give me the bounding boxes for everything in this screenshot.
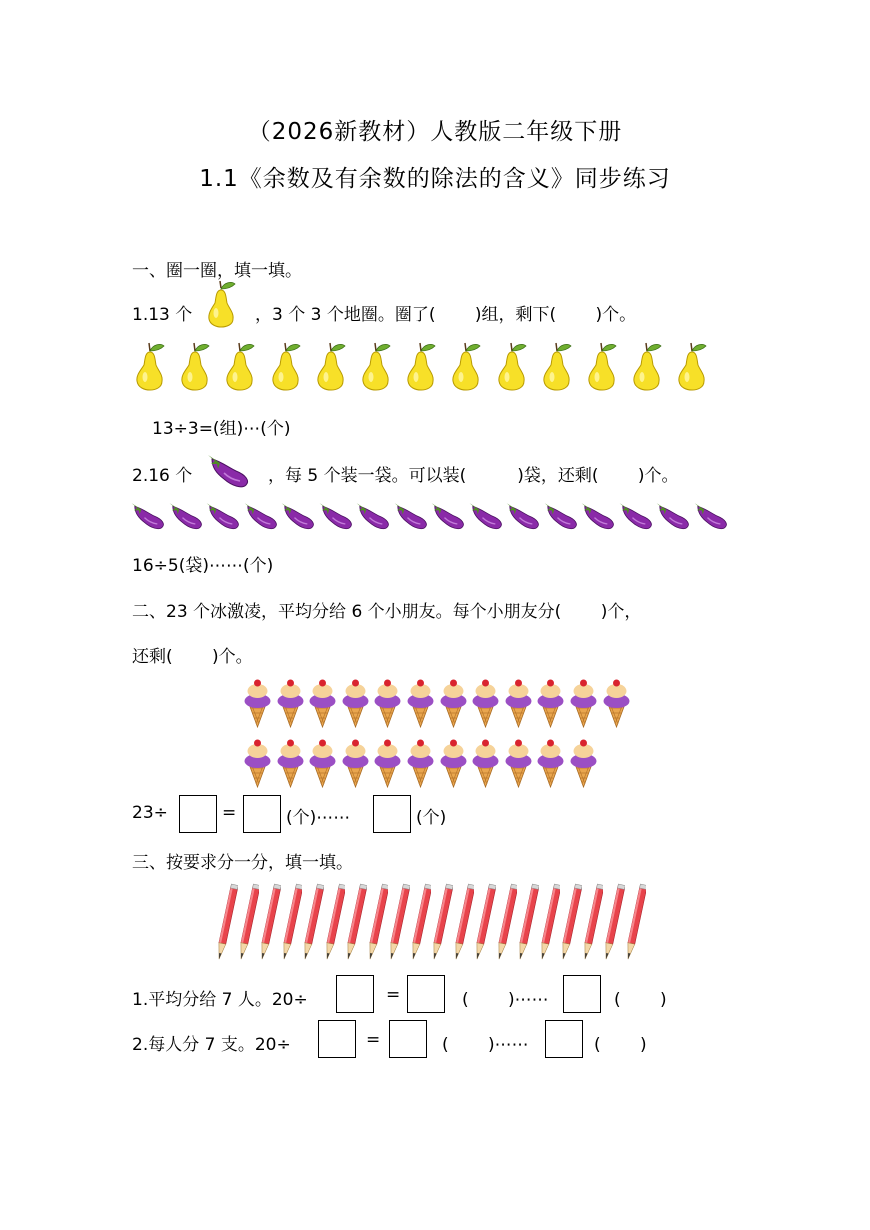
- ice-cream-icon: [536, 678, 565, 728]
- pencil-icon: [324, 882, 346, 967]
- ice-cream-icon: [373, 678, 402, 728]
- eggplant-icon: [468, 501, 505, 531]
- s3-q1-quotient-box[interactable]: [407, 975, 445, 1013]
- pear-row: [132, 341, 709, 391]
- s2-divisor-box[interactable]: [179, 795, 217, 833]
- pencil-icon: [517, 882, 539, 967]
- s3-q2-remainder-box[interactable]: [545, 1020, 583, 1058]
- pear-icon: [403, 341, 438, 391]
- s3-q1-remainder-box[interactable]: [563, 975, 601, 1013]
- pencil-icon: [560, 882, 582, 967]
- s3-q2-paren2: ( ): [594, 1035, 647, 1055]
- s3-q1-divisor-box[interactable]: [336, 975, 374, 1013]
- s3-q1-paren1: ( )⋯⋯: [462, 990, 549, 1010]
- eggplant-icon: [243, 501, 280, 531]
- s3-q2-text: 2.每人分 7 支。20÷: [132, 1035, 291, 1055]
- ice-cream-icon: [536, 738, 565, 788]
- pencil-icon: [582, 882, 604, 967]
- pear-icon: [629, 341, 664, 391]
- q1-equation: 13÷3=(组)⋯(个): [152, 419, 291, 439]
- ice-cream-icon: [602, 678, 631, 728]
- ice-cream-icon: [276, 678, 305, 728]
- pencil-icon: [345, 882, 367, 967]
- pencil-icon: [410, 882, 432, 967]
- pear-icon: [584, 341, 619, 391]
- q2-prefix: 2.16 个: [132, 466, 193, 486]
- ice-cream-icon: [243, 738, 272, 788]
- pencil-icon: [431, 882, 453, 967]
- ice-cream-icon: [341, 678, 370, 728]
- s3-q1-text: 1.平均分给 7 人。20÷: [132, 990, 308, 1010]
- eggplant-icon: [655, 501, 692, 531]
- eggplant-icon: [130, 501, 167, 531]
- pear-icon: [358, 341, 393, 391]
- ice-cream-icon: [439, 678, 468, 728]
- ice-cream-icon: [308, 678, 337, 728]
- ice-cream-icon: [504, 678, 533, 728]
- pear-icon: [448, 341, 483, 391]
- ice-cream-icon: [308, 738, 337, 788]
- section2-line1: 二、23 个冰激凌，平均分给 6 个小朋友。每个小朋友分( )个，: [132, 602, 642, 622]
- eggplant-icon: [355, 501, 392, 531]
- eggplant-icon: [393, 501, 430, 531]
- q2-equation: 16÷5(袋)⋯⋯(个): [132, 556, 274, 576]
- pencil-icon: [474, 882, 496, 967]
- ice-cream-icon: [569, 738, 598, 788]
- s3-q2-paren1: ( )⋯⋯: [442, 1035, 529, 1055]
- s2-eq-unit1: (个)⋯⋯: [286, 808, 351, 828]
- eggplant-icon: [168, 501, 205, 531]
- ice-cream-icon: [243, 678, 272, 728]
- section2-line2: 还剩( )个。: [132, 647, 253, 667]
- ice-cream-icon: [406, 678, 435, 728]
- ice-cream-icon: [471, 678, 500, 728]
- pear-icon: [539, 341, 574, 391]
- q2-suffix: ，每 5 个装一袋。可以装( )袋，还剩( )个。: [268, 466, 679, 486]
- ice-cream-icon: [276, 738, 305, 788]
- q1-suffix: ，3 个 3 个地圈。圈了( )组，剩下( )个。: [255, 305, 637, 325]
- ice-cream-row-2: [243, 738, 598, 788]
- ice-cream-icon: [471, 738, 500, 788]
- pencil-icon: [216, 882, 238, 967]
- ice-cream-row-1: [243, 678, 631, 728]
- s2-eq-unit2: (个): [416, 808, 447, 828]
- ice-cream-icon: [569, 678, 598, 728]
- pear-icon: [132, 341, 167, 391]
- pencil-icon: [453, 882, 475, 967]
- pear-icon: [674, 341, 709, 391]
- pear-icon: [268, 341, 303, 391]
- s3-q2-equals: =: [366, 1030, 381, 1050]
- ice-cream-icon: [439, 738, 468, 788]
- pencil-icon: [388, 882, 410, 967]
- section3-heading: 三、按要求分一分，填一填。: [132, 853, 353, 873]
- s3-q2-quotient-box[interactable]: [389, 1020, 427, 1058]
- s2-eq-equals: =: [222, 803, 237, 823]
- pear-icon: [177, 341, 212, 391]
- eggplant-icon: [618, 501, 655, 531]
- pear-icon: [204, 280, 238, 328]
- pencil-icon: [496, 882, 518, 967]
- pencil-icon: [367, 882, 389, 967]
- pear-icon: [222, 341, 257, 391]
- eggplant-icon: [693, 501, 730, 531]
- ice-cream-icon: [373, 738, 402, 788]
- pencil-icon: [625, 882, 647, 967]
- pencil-icon: [603, 882, 625, 967]
- ice-cream-icon: [341, 738, 370, 788]
- s3-q1-paren2: ( ): [614, 990, 667, 1010]
- pencil-icon: [259, 882, 281, 967]
- pencil-icon: [238, 882, 260, 967]
- pear-icon: [494, 341, 529, 391]
- eggplant-icon: [205, 501, 242, 531]
- eggplant-icon: [318, 501, 355, 531]
- eggplant-icon: [280, 501, 317, 531]
- pencil-row: [216, 882, 646, 967]
- s2-quotient-box[interactable]: [243, 795, 281, 833]
- eggplant-row: [130, 501, 730, 531]
- ice-cream-icon: [406, 738, 435, 788]
- eggplant-icon: [543, 501, 580, 531]
- eggplant-icon: [505, 501, 542, 531]
- page-title-line2: 1.1《余数及有余数的除法的含义》同步练习: [199, 166, 671, 192]
- page-title-line1: （2026新教材）人教版二年级下册: [247, 119, 623, 145]
- pear-icon: [313, 341, 348, 391]
- ice-cream-icon: [504, 738, 533, 788]
- pencil-icon: [302, 882, 324, 967]
- pencil-icon: [281, 882, 303, 967]
- section1-heading: 一、圈一圈，填一填。: [132, 261, 302, 281]
- s2-eq-start: 23÷: [132, 803, 168, 823]
- eggplant-icon: [580, 501, 617, 531]
- s3-q1-equals: =: [386, 985, 401, 1005]
- q1-prefix: 1.13 个: [132, 305, 193, 325]
- eggplant-icon: [430, 501, 467, 531]
- eggplant-icon: [206, 453, 252, 489]
- s2-remainder-box[interactable]: [373, 795, 411, 833]
- pencil-icon: [539, 882, 561, 967]
- s3-q2-divisor-box[interactable]: [318, 1020, 356, 1058]
